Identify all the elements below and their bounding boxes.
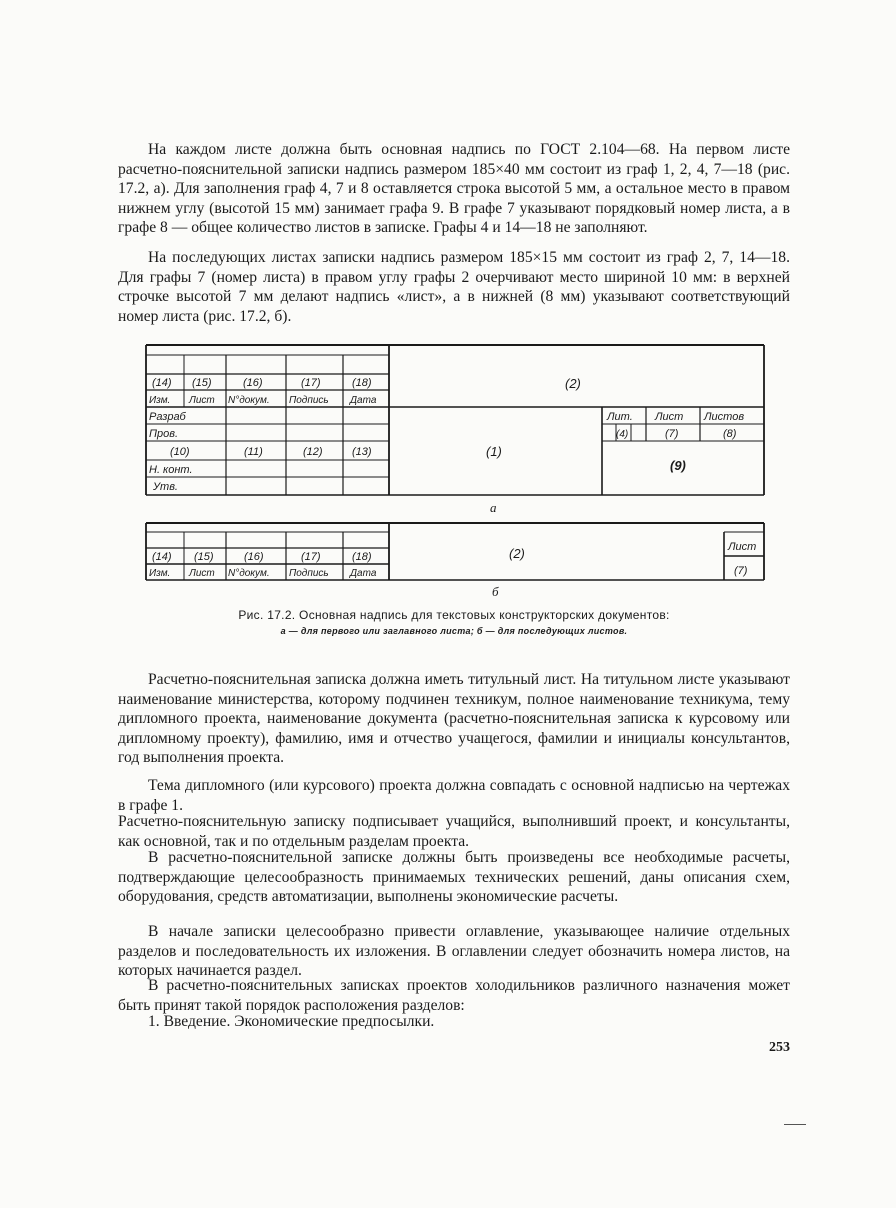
cell-18: (18) [352, 551, 372, 563]
header-izm: Изм. [149, 568, 171, 579]
paragraph-subsequent-sheets: На последующих листах записки надпись размером 185×15 мм состоит из граф 2, 7, 14—18. Для графы 7 (номер листа) в правом углу графы 2 очерчивают место шириной 10 мм: в верхней строчке высотой 7 мм делают надпись «лист», а в нижней (8 мм) указывают соответствующий номер листа (рис. 17.2, б). [118, 249, 790, 325]
cell-17: (17) [301, 551, 321, 563]
header-list: Лист [189, 395, 215, 406]
cell-18: (18) [352, 377, 372, 389]
cell-9: (9) [670, 458, 686, 473]
row-razrab: Разраб [149, 411, 186, 423]
paragraph-contents: В начале записки целесообразно привести оглавление, указывающее наличие отдельных разделов и последовательность их изложения. В оглавлении следует обозначить номера листов, на которых начинается раздел. [118, 923, 790, 980]
row-prov: Пров. [149, 428, 179, 440]
paragraph-intro: На каждом листе должна быть основная надпись по ГОСТ 2.104—68. На первом листе расчетно-пояснительной записки надпись размером 185×40 мм состоит из граф 1, 2, 4, 7—18 (рис. 17.2, а). Для заполнения граф 4, 7 и 8 оставляется строка высотой 5 мм, а остальное место в правом нижнем углу (высотой 15 мм) занимает графа 9. В графе 7 указывают порядковый номер листа, а в графе 8 — общее количество листов в записке. Графы 4 и 14—18 не заполняют. [118, 141, 790, 237]
cell-1: (1) [486, 444, 502, 459]
figure-b-sublabel: б [492, 584, 499, 599]
cell-8: (8) [723, 428, 737, 440]
cell-17: (17) [301, 377, 321, 389]
cell-7: (7) [665, 428, 679, 440]
paragraph-signatures: Расчетно-пояснительную записку подписывает учащийся, выполнивший проект, и консультанты, как основной, так и по отдельным разделам проекта. [118, 813, 790, 850]
paragraph-calculations: В расчетно-пояснительной записке должны быть произведены все необходимые расчеты, подтверждающие целесообразность принимаемых технических решений, даны описания схем, оборудования, средств автоматизации, выполнены экономические расчеты. [118, 849, 790, 906]
cell-4: (4) [616, 429, 629, 440]
row-nkont: Н. конт. [149, 464, 193, 476]
header-ndokum: N°докум. [228, 395, 270, 406]
row-10: (10) [170, 446, 190, 458]
cell-11: (11) [244, 446, 263, 458]
header-data: Дата [350, 395, 377, 406]
page-number: 253 [769, 1040, 790, 1055]
cell-15: (15) [194, 551, 214, 563]
paragraph-order: В расчетно-пояснительных записках проектов холодильников различного назначения может быть принят такой порядок расположения разделов: [118, 977, 790, 1014]
figure-b-title-block [140, 518, 770, 584]
cell-13: (13) [352, 446, 372, 458]
cell-14: (14) [152, 551, 172, 563]
cell-7: (7) [734, 565, 748, 577]
header-podpis: Подпись [289, 568, 329, 579]
header-izm: Изм. [149, 395, 171, 406]
figure-caption-legend: а — для первого или заглавного листа; б — для последующих листов. [280, 626, 628, 636]
paragraph-title-page: Расчетно-пояснительная записка должна иметь титульный лист. На титульном листе указывают наименование министерства, которому подчинен техникум, полное наименование техникума, тему дипломного проекта, наименование документа (расчетно-пояснительная записка к курсовому или дипломному проекту), фамилию, имя и отчество учащегося, фамилии и инициалы консультантов, год выполнения проекта. [118, 671, 790, 767]
cell-2: (2) [509, 546, 525, 561]
cell-16: (16) [243, 377, 263, 389]
header-list: Лист [189, 568, 215, 579]
header-ndokum: N°докум. [228, 568, 270, 579]
cell-14: (14) [152, 377, 172, 389]
list-item-introduction: 1. Введение. Экономические предпосылки. [148, 1013, 435, 1030]
header-list-r: Лист [655, 411, 684, 423]
header-lit: Лит. [607, 411, 633, 423]
footer-rule [784, 1124, 806, 1125]
figure-a-sublabel: а [490, 500, 497, 515]
figure-caption-title: Рис. 17.2. Основная надпись для текстовых конструкторских документов: [238, 608, 670, 622]
cell-12: (12) [303, 446, 323, 458]
cell-2: (2) [565, 376, 581, 391]
header-list-b: Лист [728, 541, 757, 553]
paragraph-theme: Тема дипломного (или курсового) проекта должна совпадать с основной надписью на чертежах в графе 1. [118, 777, 790, 814]
header-listov: Листов [704, 411, 745, 423]
header-podpis: Подпись [289, 395, 329, 406]
header-data: Дата [350, 568, 377, 579]
cell-15: (15) [192, 377, 212, 389]
cell-16: (16) [244, 551, 264, 563]
row-utv: Утв. [153, 481, 178, 493]
figure-a-title-block [140, 340, 770, 500]
